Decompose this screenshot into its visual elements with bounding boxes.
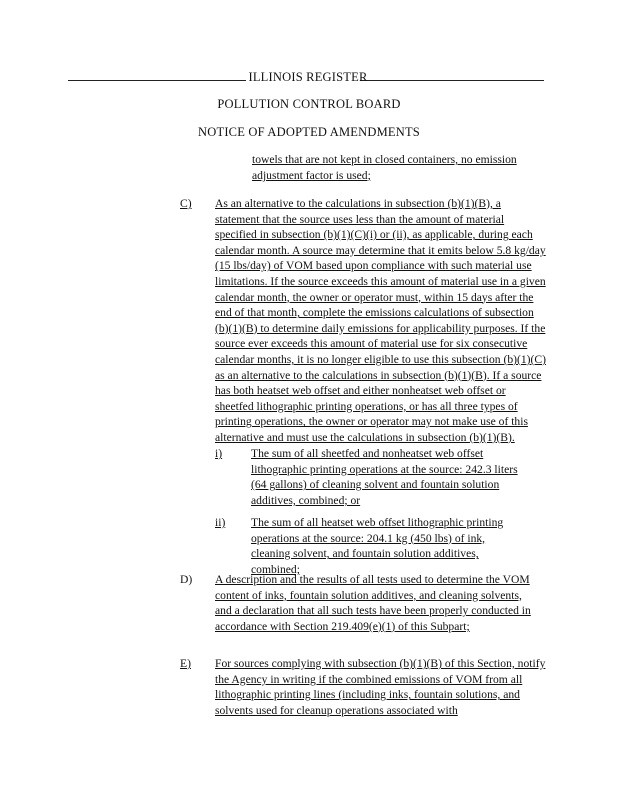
item-c-text: As an alternative to the calculations in subsection (b)(1)(B), a statement that the source uses less than the amount of material specified in subsection (b)(1)(C)(i) or (ii), as applicable, during each calendar month. A source may determine that it emits below 5.8 kg/day (15 lbs/day) of VOM based upon compliance with such material use limitations. If the source exceeds this amount of material use in a given calendar month, the owner or operator must, within 15 days after the end of that month, complete the emissions calculations of subsection (b)(1)(B) to determine daily emissions for applicability purposes. If the source ever exceeds this amount of material use for six consecutive calendar months, it is no longer eligible to use this subsection (b)(1)(C) as an alternative to the calculations in subsection (b)(1)(B). If a source has both heatset web offset and either nonheatset web offset or sheetfed lithographic printing operations, or has all three types of printing operations, the owner or operator may not make use of this alternative and must use the calculations in subsection (b)(1)(B).: [215, 197, 546, 444]
item-c-i-text: The sum of all sheetfed and nonheatset web offset lithographic printing operations at the source: 242.3 liters (64 gallons) of cleaning solvent and fountain solution additives, combined; or: [251, 447, 518, 507]
item-e-marker: E): [180, 657, 191, 670]
register-title: ILLINOIS REGISTER: [248, 70, 368, 84]
notice-title: NOTICE OF ADOPTED AMENDMENTS: [198, 125, 420, 139]
continuation-text: towels that are not kept in closed containers, no emission adjustment factor is used;: [252, 153, 517, 182]
item-d-marker: D): [180, 573, 193, 586]
item-c-marker: C): [180, 197, 192, 210]
item-c-ii-text: The sum of all heatset web offset lithographic printing operations at the source: 204.1 kg (450 lbs) of ink, cleaning solvent, and fountain solution additives, combined;: [251, 516, 504, 576]
item-e-text: For sources complying with subsection (b)(1)(B) of this Section, notify the Agency in writing if the combined emissions of VOM from all lithographic printing lines (including inks, fountain solutions, and solvents used for cleanup operations associated with: [215, 657, 546, 717]
item-d-text: A description and the results of all tests used to determine the VOM content of inks, fountain solution additives, and cleaning solvents, and a declaration that all such tests have been properly conducted in accordance with Section 219.409(e)(1) of this Subpart;: [215, 573, 531, 633]
board-title: POLLUTION CONTROL BOARD: [217, 97, 401, 111]
item-c-i-marker: i): [215, 447, 223, 460]
item-c-ii-marker: ii): [215, 516, 226, 529]
